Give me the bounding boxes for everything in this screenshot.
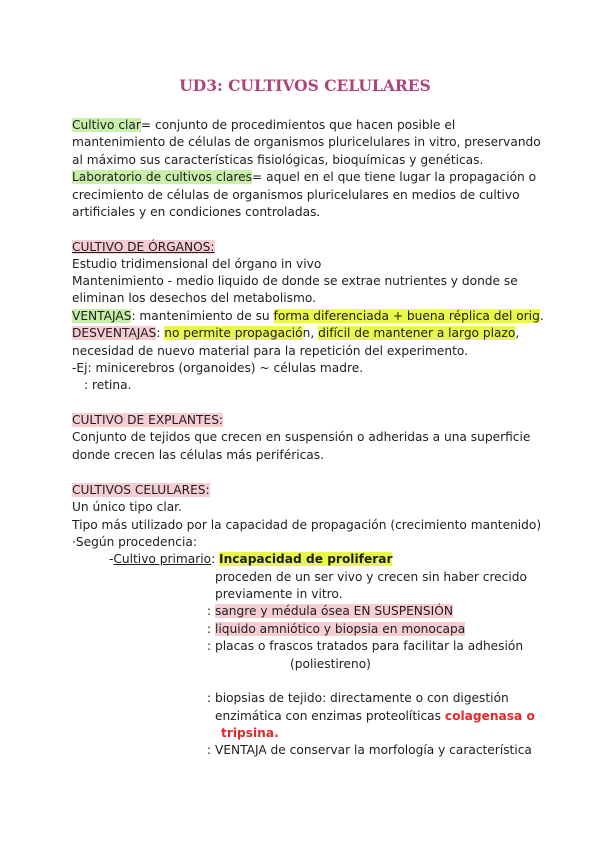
term-laboratorio: Laboratorio de cultivos clares xyxy=(72,170,253,184)
intro-line-5: crecimiento de células de organismos pluricelulares en medios de cultivo xyxy=(72,188,520,202)
organos-line-7: -Ej: minicerebros (organoides) ~ células madre. xyxy=(72,361,364,375)
source-biopsias: : biopsias de tejido: directamente o con digestión xyxy=(207,691,509,705)
organos-line-1: Estudio tridimensional del órgano in vivo xyxy=(72,257,322,271)
source-biopsias-2: enzimática con enzimas proteolíticas colagenasa o xyxy=(215,709,535,723)
source-liquido: : liquido amniótico y biopsia en monocapa xyxy=(207,622,466,636)
organos-ventajas: VENTAJAS: mantenimiento de su forma diferenciada + buena réplica del orig. xyxy=(72,309,544,323)
intro-line-3: al máximo sus características fisiológicas, bioquímicas y genéticas. xyxy=(72,153,484,167)
organos-line-6: necesidad de nuevo material para la repetición del experimento. xyxy=(72,344,468,358)
organos-line-2: Mantenimiento - medio liquido de donde se extrae nutrientes y donde se xyxy=(72,274,518,288)
primario-line-3: previamente in vitro. xyxy=(215,587,343,601)
heading-organos: CULTIVO DE ÓRGANOS: xyxy=(72,240,215,254)
heading-celulares: CULTIVOS CELULARES: xyxy=(72,483,210,497)
source-placas-2: (poliestireno) xyxy=(290,657,371,671)
page-title: UD3: CULTIVOS CELULARES xyxy=(179,76,431,95)
organos-desventajas: DESVENTAJAS: no permite propagación, difícil de mantener a largo plazo, xyxy=(72,326,520,340)
intro-line-1: Cultivo clar= conjunto de procedimientos que hacen posible el xyxy=(72,118,456,132)
primario-line-2: proceden de un ser vivo y crecen sin haber crecido xyxy=(215,570,527,584)
organos-line-3: eliminan los desechos del metabolismo. xyxy=(72,291,316,305)
source-biopsias-3: tripsina. xyxy=(221,726,279,740)
organos-line-8: : retina. xyxy=(84,378,132,392)
cultivo-primario-line: -Cultivo primario: Incapacidad de proliferar xyxy=(109,552,393,566)
explantes-line-2: donde crecen las células más periféricas. xyxy=(72,448,325,462)
heading-explantes: CULTIVO DE EXPLANTES: xyxy=(72,413,224,427)
intro-line-6: artificiales y en condiciones controladas. xyxy=(72,205,321,219)
term-cultivo-clar: Cultivo clar xyxy=(72,118,141,132)
ventaja-line: : VENTAJA de conservar la morfología y característica xyxy=(207,743,532,757)
celulares-line-3: ·Según procedencia: xyxy=(72,535,197,549)
celulares-line-1: Un único tipo clar. xyxy=(72,500,182,514)
intro-line-2: mantenimiento de células de organismos pluricelulares in vitro, preservando xyxy=(72,135,541,149)
source-sangre: : sangre y médula ósea EN SUSPENSIÓN xyxy=(207,604,453,618)
celulares-line-2: Tipo más utilizado por la capacidad de propagación (crecimiento mantenido) xyxy=(72,518,542,532)
source-placas: : placas o frascos tratados para facilitar la adhesión xyxy=(207,639,524,653)
explantes-line-1: Conjunto de tejidos que crecen en suspensión o adheridas a una superficie xyxy=(72,430,531,444)
intro-line-4: Laboratorio de cultivos clares= aquel en el que tiene lugar la propagación o xyxy=(72,170,537,184)
